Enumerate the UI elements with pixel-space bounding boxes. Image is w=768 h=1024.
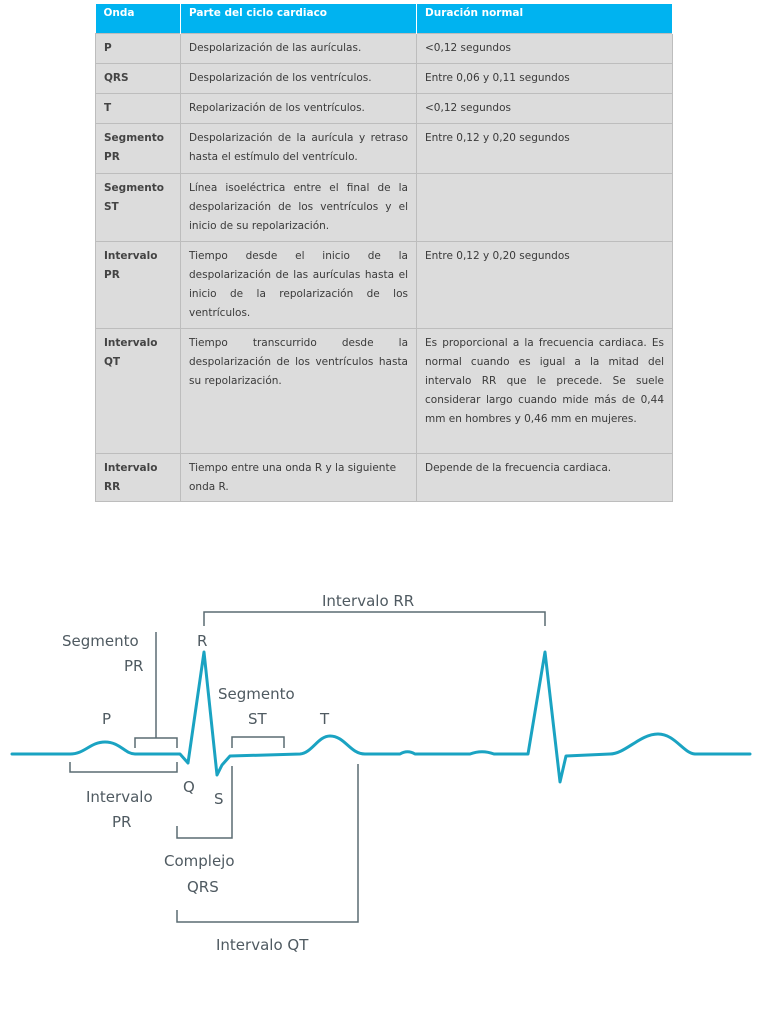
wave-cell: Segmento PR: [96, 124, 181, 174]
cycle-part-cell: Tiempo desde el inicio de la despolarización de las aurículas hasta el inicio de la repolarización de los ventrículos.: [181, 242, 417, 329]
header-wave: Onda: [96, 4, 181, 34]
table-row: [96, 124, 673, 174]
wave-cell: Segmento ST: [96, 174, 181, 242]
rr-interval-label: Intervalo RR: [322, 592, 415, 610]
table-row: [96, 94, 673, 124]
ecg-waves-table-container: [95, 4, 672, 502]
table-row: [96, 34, 673, 64]
cycle-part-cell: Tiempo entre una onda R y la siguiente onda R.: [181, 454, 417, 502]
duration-cell: Entre 0,12 y 0,20 segundos: [417, 242, 673, 329]
pr-interval-label-line1: Intervalo: [86, 788, 153, 806]
duration-cell: Entre 0,12 y 0,20 segundos: [417, 124, 673, 174]
wave-cell: T: [96, 94, 181, 124]
qt-interval-label: Intervalo QT: [216, 936, 309, 954]
ecg-diagram: [0, 560, 768, 980]
qrs-complex-label-line1: Complejo: [164, 852, 235, 870]
cycle-part-cell: Línea isoeléctrica entre el final de la despolarización de los ventrículos y el inicio de su repolarización.: [181, 174, 417, 242]
duration-cell: Depende de la frecuencia cardiaca.: [417, 454, 673, 502]
cycle-part-cell: Despolarización de los ventrículos.: [181, 64, 417, 94]
st-segment-bracket: [232, 737, 284, 748]
table-header-row: [96, 4, 673, 34]
t-wave-label: T: [320, 710, 330, 728]
st-segment-label-line2: ST: [248, 710, 267, 728]
duration-cell: Entre 0,06 y 0,11 segundos: [417, 64, 673, 94]
ecg-trace: [12, 652, 750, 782]
cycle-part-cell: Repolarización de los ventrículos.: [181, 94, 417, 124]
rr-interval-bracket: [204, 612, 545, 626]
duration-cell: [417, 174, 673, 242]
p-wave-label: P: [102, 710, 112, 728]
header-normal-duration: Duración normal: [417, 4, 673, 34]
cycle-part-cell: Despolarización de las aurículas.: [181, 34, 417, 64]
table-row: [96, 64, 673, 94]
ecg-waves-table: [95, 4, 673, 502]
wave-cell: P: [96, 34, 181, 64]
table-row: [96, 454, 673, 502]
st-segment-label-line1: Segmento: [218, 685, 295, 703]
pr-segment-label-line2: PR: [124, 657, 144, 675]
qrs-complex-label-line2: QRS: [187, 878, 219, 896]
wave-cell: Intervalo QT: [96, 329, 181, 454]
qt-interval-bracket: [177, 764, 358, 922]
cycle-part-cell: Despolarización de la aurícula y retraso hasta el estímulo del ventrículo.: [181, 124, 417, 174]
pr-segment-bracket: [135, 738, 177, 748]
pr-segment-label-line1: Segmento: [62, 632, 139, 650]
pr-interval-label-line2: PR: [112, 813, 132, 831]
pr-interval-bracket: [70, 762, 177, 772]
duration-cell: <0,12 segundos: [417, 34, 673, 64]
wave-cell: Intervalo PR: [96, 242, 181, 329]
header-cycle-part: Parte del ciclo cardiaco: [181, 4, 417, 34]
table-row: [96, 242, 673, 329]
cycle-part-cell: Tiempo transcurrido desde la despolarización de los ventrículos hasta su repolarización.: [181, 329, 417, 454]
table-row: [96, 174, 673, 242]
q-wave-label: Q: [183, 778, 195, 796]
r-wave-label: R: [197, 632, 208, 650]
s-wave-label: S: [214, 790, 224, 808]
qrs-complex-bracket: [177, 766, 232, 838]
duration-cell: <0,12 segundos: [417, 94, 673, 124]
wave-cell: QRS: [96, 64, 181, 94]
table-row: [96, 329, 673, 454]
wave-cell: Intervalo RR: [96, 454, 181, 502]
duration-cell: Es proporcional a la frecuencia cardiaca. Es normal cuando es igual a la mitad del intervalo RR que le precede. Se suele considerar largo cuando mide más de 0,44 mm en hombres y 0,46 mm en mujeres.: [417, 329, 673, 454]
